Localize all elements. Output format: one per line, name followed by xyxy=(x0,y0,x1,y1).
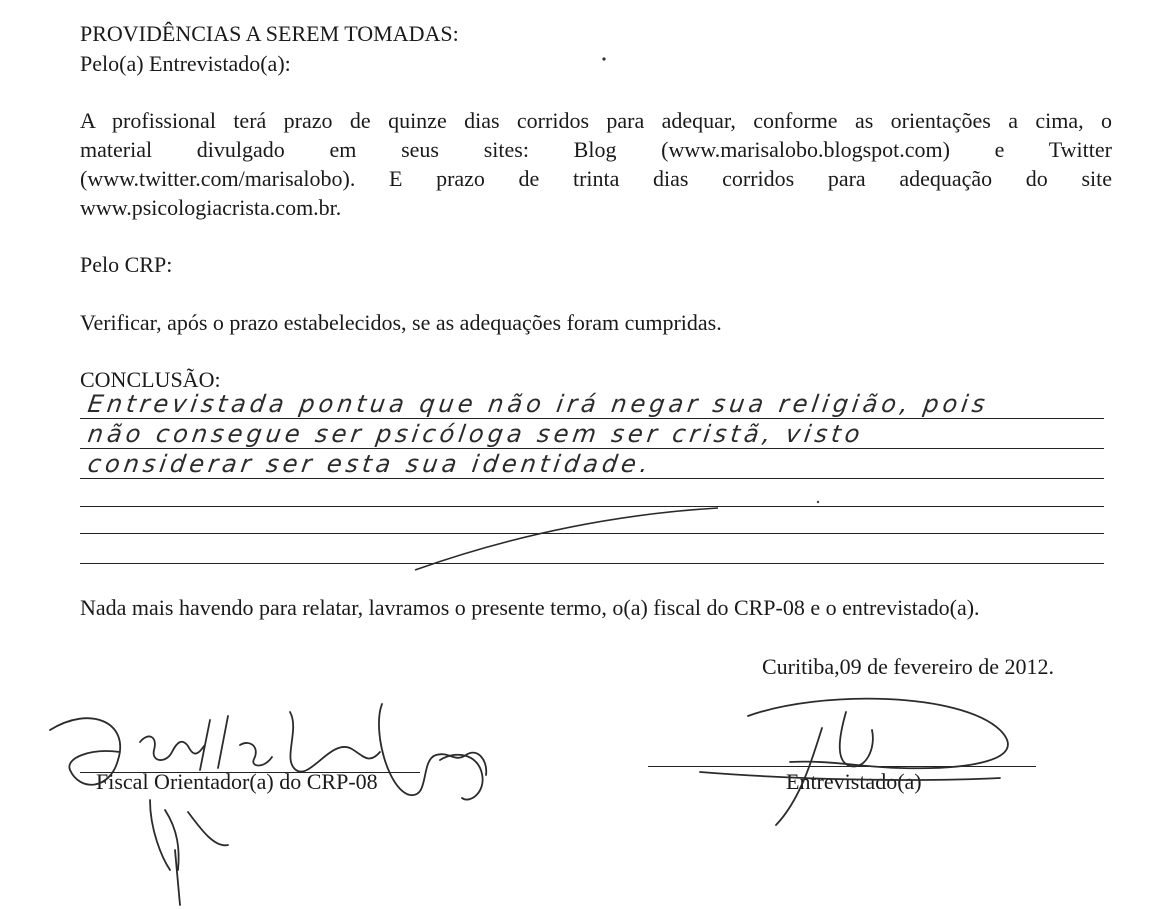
signature-right xyxy=(700,699,1008,825)
ink-dot xyxy=(602,57,605,60)
conclusion-rule xyxy=(80,533,1104,534)
interviewee-paragraph-line: www.psicologiacrista.com.br. xyxy=(80,195,342,220)
interviewee-paragraph-line: (www.twitter.com/marisalobo). E prazo de trinta dias corridos para adequação do site xyxy=(80,166,1112,191)
signature-line-right xyxy=(648,766,1036,767)
place-date: Curitiba,09 de fevereiro de 2012. xyxy=(762,654,1055,679)
closing-text: Nada mais havendo para relatar, lavramos o presente termo, o(a) fiscal do CRP-08 e o entrevistado(a). xyxy=(80,595,980,620)
conclusion-label: CONCLUSÃO: xyxy=(80,367,221,392)
signature-right-label: Entrevistado(a) xyxy=(786,769,922,794)
section-heading: PROVIDÊNCIAS A SEREM TOMADAS: xyxy=(80,21,459,46)
conclusion-handwritten-line: Entrevistada pontua que não irá negar sua religião, pois xyxy=(86,390,991,418)
interviewee-label: Pelo(a) Entrevistado(a): xyxy=(80,51,291,76)
conclusion-handwritten-line: considerar ser esta sua identidade. xyxy=(86,450,654,478)
conclusion-rule xyxy=(80,563,1104,564)
signature-left xyxy=(50,704,486,905)
conclusion-handwritten-line: não consegue ser psicóloga sem ser cristã, visto xyxy=(86,420,866,448)
interviewee-paragraph-line: material divulgado em seus sites: Blog (www.marisalobo.blogspot.com) e Twitter xyxy=(80,137,1112,162)
signature-left-label: Fiscal Orientador(a) do CRP-08 xyxy=(96,769,378,794)
conclusion-rule xyxy=(80,478,1104,479)
crp-text: Verificar, após o prazo estabelecidos, se as adequações foram cumpridas. xyxy=(80,310,722,335)
crp-label: Pelo CRP: xyxy=(80,252,173,277)
ink-dot xyxy=(817,501,819,503)
interviewee-paragraph-line: A profissional terá prazo de quinze dias corridos para adequar, conforme as orientações a cima, o xyxy=(80,108,1112,133)
conclusion-rule xyxy=(80,418,1104,419)
conclusion-rule xyxy=(80,448,1104,449)
conclusion-rule xyxy=(80,506,1104,507)
cancel-stroke xyxy=(415,508,718,570)
